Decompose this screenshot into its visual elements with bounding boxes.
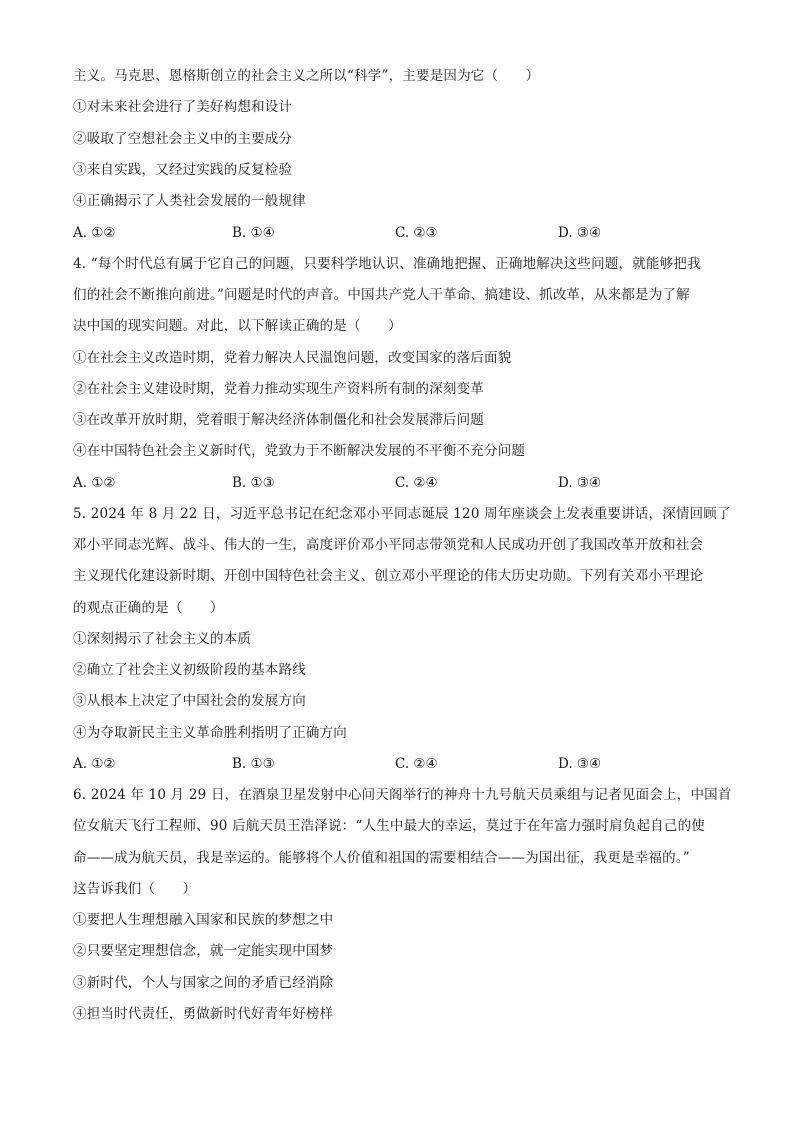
q3-option-d: D. ③④ bbox=[558, 225, 602, 241]
q4-item-1: ①在社会主义改造时期，党着力解决人民温饱问题，改变国家的落后面貌 bbox=[73, 350, 512, 366]
q4-option-c: C. ②④ bbox=[395, 475, 438, 491]
q5-stem-line-3: 主义现代化建设新时期、开创中国特色社会主义、创立邓小平理论的伟大历史功勋。下列有关邓小平理论 bbox=[73, 568, 704, 584]
q5-option-a: A. ①② bbox=[73, 756, 116, 772]
q6-stem-line-1: 6. 2024 年 10 月 29 日，在酒泉卫星发射中心问天阁举行的神舟十九号航天员乘组与记者见面会上，中国首 bbox=[73, 787, 732, 803]
q3-item-1: ①对未来社会进行了美好构想和设计 bbox=[73, 99, 293, 115]
q4-option-d: D. ③④ bbox=[558, 475, 602, 491]
q6-item-2: ②只要坚定理想信念，就一定能实现中国梦 bbox=[73, 943, 334, 959]
q5-item-1: ①深刻揭示了社会主义的本质 bbox=[73, 631, 252, 647]
q3-option-a: A. ①② bbox=[73, 225, 116, 241]
q4-item-3: ③在改革开放时期，党着眼于解决经济体制僵化和社会发展滞后问题 bbox=[73, 412, 484, 428]
q3-stem: 主义。马克思、恩格斯创立的社会主义之所以“科学”，主要是因为它（ ） bbox=[73, 68, 540, 84]
q4-option-a: A. ①② bbox=[73, 475, 116, 491]
q5-stem-line-1: 5. 2024 年 8 月 22 日，习近平总书记在纪念邓小平同志诞辰 120 周年座谈会上发表重要讲话，深情回顾了 bbox=[73, 506, 731, 522]
q4-stem-line-2: 们的社会不断推向前进。”问题是时代的声音。中国共产党人干革命、搞建设、抓改革，从来都是为了解 bbox=[73, 287, 690, 303]
q5-stem-line-2: 邓小平同志光辉、战斗、伟大的一生，高度评价邓小平同志带领党和人民成功开创了我国改革开放和社会 bbox=[73, 537, 704, 553]
q5-stem-line-4: 的观点正确的是（ ） bbox=[73, 600, 224, 616]
q5-option-c: C. ②④ bbox=[395, 756, 438, 772]
q4-item-4: ④在中国特色社会主义新时代，党致力于不断解决发展的不平衡不充分问题 bbox=[73, 443, 526, 459]
q3-item-2: ②吸取了空想社会主义中的主要成分 bbox=[73, 131, 293, 147]
q4-stem-line-3: 决中国的现实问题。对此，以下解读正确的是（ ） bbox=[73, 318, 402, 334]
q5-option-b: B. ①③ bbox=[232, 756, 275, 772]
q5-item-4: ④为夺取新民主主义革命胜利指明了正确方向 bbox=[73, 725, 347, 741]
q6-stem-line-3: 命——成为航天员，我是幸运的。能够将个人价值和祖国的需要相结合——为国出征，我更是幸福的。” bbox=[73, 850, 690, 866]
q5-item-3: ③从根本上决定了中国社会的发展方向 bbox=[73, 693, 306, 709]
q4-stem-line-1: 4. “每个时代总有属于它自己的问题，只要科学地认识、准确地把握、正确地解决这些问题，就能够把我 bbox=[73, 256, 701, 272]
q5-option-d: D. ③④ bbox=[558, 756, 602, 772]
q3-option-c: C. ②③ bbox=[395, 225, 438, 241]
q5-item-2: ②确立了社会主义初级阶段的基本路线 bbox=[73, 662, 306, 678]
q6-item-3: ③新时代，个人与国家之间的矛盾已经消除 bbox=[73, 975, 334, 991]
q3-option-b: B. ①④ bbox=[232, 225, 275, 241]
q6-stem-line-4: 这告诉我们（ ） bbox=[73, 881, 197, 897]
q3-item-3: ③来自实践，又经过实践的反复检验 bbox=[73, 162, 293, 178]
q6-item-4: ④担当时代责任，勇做新时代好青年好榜样 bbox=[73, 1006, 334, 1022]
q3-item-4: ④正确揭示了人类社会发展的一般规律 bbox=[73, 193, 306, 209]
q4-option-b: B. ①③ bbox=[232, 475, 275, 491]
q4-item-2: ②在社会主义建设时期，党着力推动实现生产资料所有制的深刻变革 bbox=[73, 381, 484, 397]
q6-stem-line-2: 位女航天飞行工程师、90 后航天员王浩泽说：“人生中最大的幸运，莫过于在年富力强时肩负起自己的使 bbox=[73, 818, 705, 834]
q6-item-1: ①要把人生理想融入国家和民族的梦想之中 bbox=[73, 912, 334, 928]
